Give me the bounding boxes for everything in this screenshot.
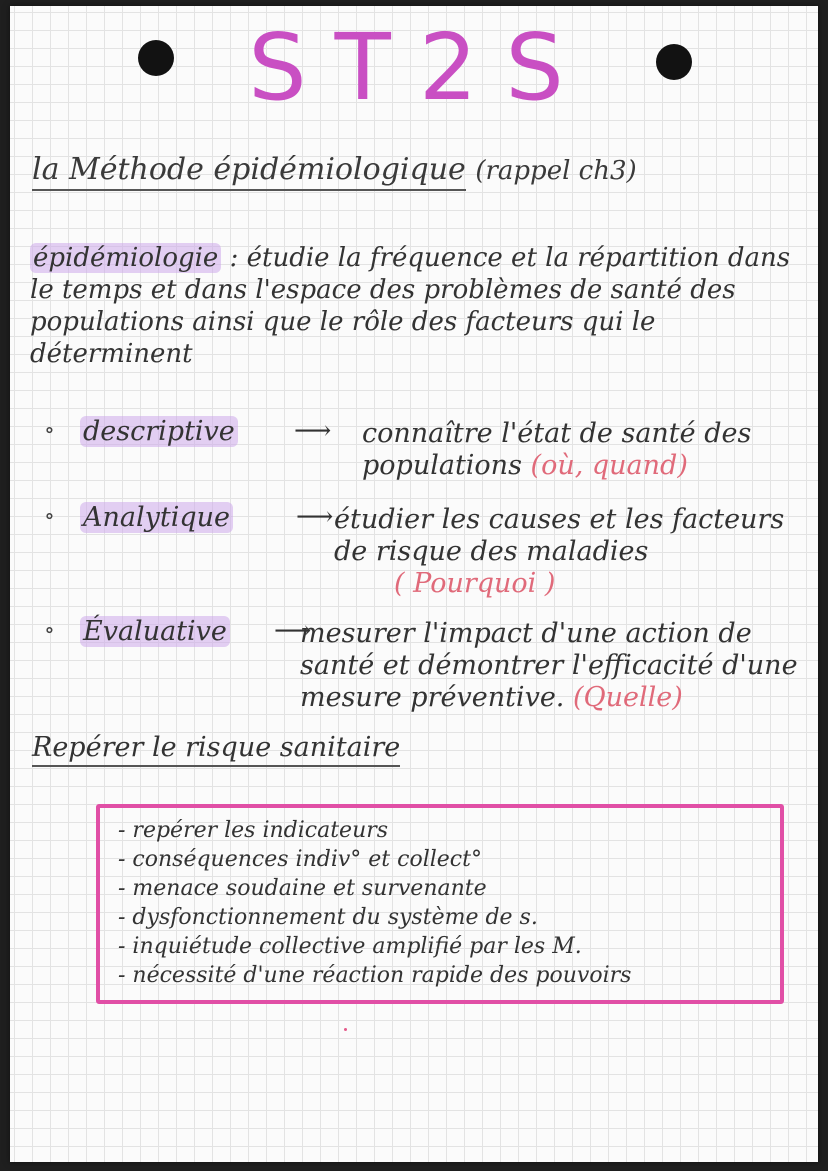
list-item: - conséquences indiv° et collect° [118, 847, 482, 872]
list-item: - inquiétude collective amplifié par les M. [118, 934, 582, 959]
type-note: (Quelle) [572, 682, 683, 713]
risk-list [100, 808, 780, 990]
definition-paragraph [30, 242, 820, 370]
arrow-right-icon: ⟶ [296, 502, 334, 532]
notebook-page [10, 6, 818, 1162]
type-description [300, 618, 820, 714]
section-heading-note: (rappel ch3) [475, 156, 637, 186]
type-label: Évaluative [80, 616, 230, 647]
type-description-text: connaître l'état de santé des populations [362, 418, 752, 481]
section-heading [32, 152, 822, 187]
type-description [362, 418, 822, 482]
type-label: descriptive [80, 416, 238, 447]
list-item: - dysfonctionnement du système de s. [118, 905, 538, 930]
page-title: ST2S [248, 14, 592, 121]
type-description-text: étudier les causes et les facteurs de risque des maladies [334, 504, 785, 567]
risk-heading: Repérer le risque sanitaire [32, 732, 400, 767]
risk-list-box [96, 804, 784, 1004]
type-description-text: mesurer l'impact d'une action de santé et démontrer l'efficacité d'une mesure préventive. [300, 618, 798, 713]
list-item: - repérer les indicateurs [118, 818, 389, 843]
ink-speck [344, 1028, 347, 1031]
arrow-right-icon: ⟶ [274, 616, 312, 646]
definition-term: épidémiologie [30, 243, 221, 273]
list-item: - nécessité d'une réaction rapide des pouvoirs [118, 963, 632, 988]
list-item: - menace soudaine et survenante [118, 876, 487, 901]
binder-hole-left [138, 40, 174, 76]
bullet-icon: ∘ [44, 504, 55, 529]
arrow-right-icon: ⟶ [294, 416, 332, 446]
type-note: (où, quand) [530, 450, 688, 481]
binder-hole-right [656, 44, 692, 80]
type-label: Analytique [80, 502, 233, 533]
section-heading-text: la Méthode épidémiologique [32, 152, 466, 191]
type-description [334, 504, 824, 600]
definition-text: : étudie la fréquence et la répartition dans le temps et dans l'espace des problèmes de santé des populations ainsi que le rôle des facteurs qui le déterminent [30, 243, 791, 369]
bullet-icon: ∘ [44, 618, 55, 643]
bullet-icon: ∘ [44, 418, 55, 443]
type-note: ( Pourquoi ) [394, 568, 556, 599]
